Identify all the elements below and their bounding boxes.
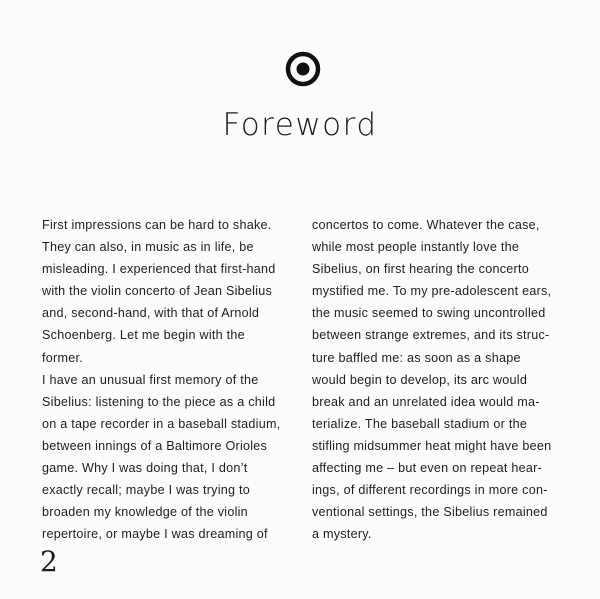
text-line: would begin to develop, its arc would <box>312 372 528 387</box>
text-line: and, second-hand, with that of Arnold <box>42 306 260 321</box>
text-line: Sibelius: listening to the piece as a child <box>42 394 276 409</box>
text-line: break and an unrelated idea would ma- <box>312 394 540 409</box>
text-line: misleading. I experienced that first-hand <box>42 262 276 277</box>
text-line: ventional settings, the Sibelius remained <box>312 505 548 520</box>
text-line: the music seemed to swing uncontrolled <box>312 306 546 321</box>
text-line: game. Why I was doing that, I don’t <box>42 461 248 476</box>
target-circle-icon <box>285 51 321 87</box>
text-line: ings, of different recordings in more con- <box>312 483 548 498</box>
text-line: on a tape recorder in a baseball stadium, <box>42 416 281 431</box>
text-line: They can also, in music as in life, be <box>42 240 254 255</box>
text-line: broaden my knowledge of the violin <box>42 505 248 520</box>
page-number: 2 <box>40 545 58 578</box>
text-line: affecting me – but even on repeat hear- <box>312 461 543 476</box>
paragraph <box>42 214 317 369</box>
text-line: I have an unusual first memory of the <box>42 372 259 387</box>
text-line: mystified me. To my pre-adolescent ears, <box>312 284 552 299</box>
text-line: while most people instantly love the <box>312 240 520 255</box>
text-line: with the violin concerto of Jean Sibelius <box>42 284 273 299</box>
text-line: a mystery. <box>312 527 372 542</box>
paragraph <box>42 369 317 546</box>
paragraph <box>312 214 587 545</box>
text-column-left <box>42 214 317 545</box>
text-line: repertoire, or maybe I was dreaming of <box>42 527 268 542</box>
text-line: Sibelius, on first hearing the concerto <box>312 262 529 277</box>
text-line: Schoenberg. Let me begin with the <box>42 328 245 343</box>
text-line: terialize. The baseball stadium or the <box>312 416 528 431</box>
text-line: exactly recall; maybe I was trying to <box>42 483 251 498</box>
text-line: between strange extremes, and its struc- <box>312 328 550 343</box>
text-line: stifling midsummer heat might have been <box>312 438 552 453</box>
text-column-right <box>312 214 587 545</box>
text-line: concertos to come. Whatever the case, <box>312 218 540 232</box>
text-line: between innings of a Baltimore Orioles <box>42 438 268 453</box>
page-title: Foreword <box>222 107 378 143</box>
text-line: First impressions can be hard to shake. <box>42 218 272 232</box>
text-line: ture baffled me: as soon as a shape <box>312 350 521 365</box>
text-line: former. <box>42 350 83 365</box>
